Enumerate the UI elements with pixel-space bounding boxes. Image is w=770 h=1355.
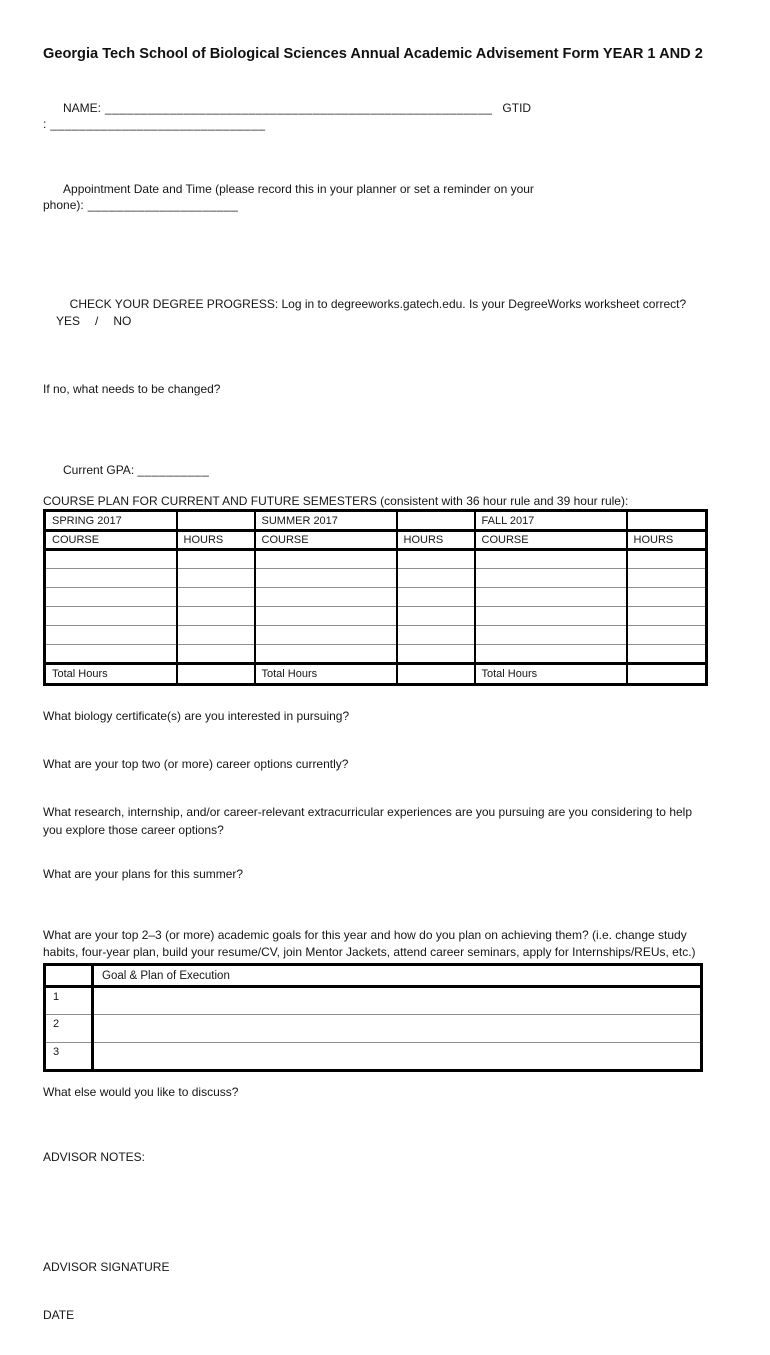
fall-hours-cell[interactable]: [627, 550, 707, 569]
question-academic-goals: What are your top 2–3 (or more) academic goals for this year and how do you plan on achieving them? (i.e. change study habits, four-year plan, build your resume/CV, join Mentor Jackets, attend career seminars, apply for Internships/REUs, etc.): [43, 928, 696, 959]
question-summer-plans: What are your plans for this summer?: [43, 867, 244, 881]
form-content: [43, 0, 705, 1355]
course-plan-heading: COURSE PLAN FOR CURRENT AND FUTURE SEMESTERS (consistent with 36 hour rule and 39 hour rule):: [43, 494, 629, 508]
summer-course-cell[interactable]: [255, 626, 397, 645]
summer-hours-cell[interactable]: [397, 550, 475, 569]
fall-course-cell[interactable]: [475, 569, 627, 588]
goal-entry-cell[interactable]: [93, 987, 702, 1015]
spring-hours-cell[interactable]: [177, 588, 255, 607]
fall-hours-cell[interactable]: [627, 645, 707, 664]
course-entry-row: [45, 550, 707, 569]
summer-total-value-cell[interactable]: [397, 664, 475, 685]
summer-total-label: Total Hours: [255, 664, 397, 685]
yes-option[interactable]: YES: [56, 314, 81, 328]
degree-progress-question-line: [43, 279, 705, 347]
course-plan-table: [43, 509, 708, 686]
semester-summer: SUMMER 2017: [255, 511, 397, 531]
goal-number: 3: [45, 1043, 93, 1071]
fall-course-cell[interactable]: [475, 588, 627, 607]
yes-no-separator: /: [95, 314, 99, 328]
fall-hours-cell[interactable]: [627, 569, 707, 588]
gpa-label: Current GPA:: [63, 463, 135, 477]
spring-course-cell[interactable]: [45, 645, 177, 664]
goals-header-label: Goal & Plan of Execution: [93, 965, 702, 987]
course-entry-row: [45, 569, 707, 588]
degree-progress-block: [43, 245, 705, 432]
gpa-field[interactable]: __________: [137, 463, 210, 477]
spring-hours-cell[interactable]: [177, 626, 255, 645]
goal-entry-cell[interactable]: [93, 1015, 702, 1043]
summer-hours-cell[interactable]: [397, 645, 475, 664]
goal-row: [45, 1043, 702, 1071]
semester-summer-spacer: [397, 511, 475, 531]
appointment-row: [43, 165, 705, 229]
spring-course-cell[interactable]: [45, 607, 177, 626]
spring-hours-cell[interactable]: [177, 645, 255, 664]
course-entry-row: [45, 607, 707, 626]
question-career-options: What are your top two (or more) career options currently?: [43, 757, 349, 771]
spring-course-cell[interactable]: [45, 626, 177, 645]
summer-hours-cell[interactable]: [397, 569, 475, 588]
gtid-field[interactable]: ______________________________: [50, 117, 266, 131]
semester-fall-spacer: [627, 511, 707, 531]
fall-hours-header: HOURS: [627, 531, 707, 550]
page-title: Georgia Tech School of Biological Sciences Annual Academic Advisement Form YEAR 1 AND 2: [43, 46, 703, 62]
summer-course-cell[interactable]: [255, 550, 397, 569]
fall-total-label: Total Hours: [475, 664, 627, 685]
goal-row: [45, 987, 702, 1015]
goal-row: [45, 1015, 702, 1043]
course-entry-row: [45, 588, 707, 607]
summer-course-cell[interactable]: [255, 607, 397, 626]
summer-hours-cell[interactable]: [397, 607, 475, 626]
goal-number: 2: [45, 1015, 93, 1043]
spring-hours-header: HOURS: [177, 531, 255, 550]
course-entry-row: [45, 645, 707, 664]
advisor-date-label: DATE: [43, 1308, 75, 1322]
fall-hours-cell[interactable]: [627, 588, 707, 607]
summer-course-cell[interactable]: [255, 569, 397, 588]
question-discuss: What else would you like to discuss?: [43, 1085, 239, 1099]
goals-table: [43, 963, 703, 1072]
semester-header-row: [45, 511, 707, 531]
fall-course-cell[interactable]: [475, 550, 627, 569]
appointment-field[interactable]: _____________________: [87, 198, 239, 212]
advisor-signature-label: ADVISOR SIGNATURE: [43, 1260, 170, 1274]
question-certificates: What biology certificate(s) are you interested in pursuing?: [43, 709, 350, 723]
goals-header-row: [45, 965, 702, 987]
degree-progress-question: CHECK YOUR DEGREE PROGRESS: Log in to degreeworks.gatech.edu. Is your DegreeWorks worksheet correct?: [69, 297, 687, 311]
question-experiences: What research, internship, and/or career-relevant extracurricular experiences are you pursuing are you considering to help you explore those career options?: [43, 805, 693, 837]
course-entry-row: [45, 626, 707, 645]
advisor-notes-label: ADVISOR NOTES:: [43, 1150, 146, 1164]
summer-hours-header: HOURS: [397, 531, 475, 550]
name-label: NAME:: [63, 101, 102, 115]
fall-course-header: COURSE: [475, 531, 627, 550]
fall-course-cell[interactable]: [475, 645, 627, 664]
summer-hours-cell[interactable]: [397, 626, 475, 645]
summer-hours-cell[interactable]: [397, 588, 475, 607]
summer-course-cell[interactable]: [255, 645, 397, 664]
course-hours-header-row: [45, 531, 707, 550]
name-gtid-row: [43, 84, 705, 148]
goal-number: 1: [45, 987, 93, 1015]
semester-fall: FALL 2017: [475, 511, 627, 531]
semester-spring: SPRING 2017: [45, 511, 177, 531]
spring-total-label: Total Hours: [45, 664, 177, 685]
fall-course-cell[interactable]: [475, 626, 627, 645]
spring-course-cell[interactable]: [45, 588, 177, 607]
gpa-row: [43, 446, 705, 494]
spring-course-cell[interactable]: [45, 550, 177, 569]
spring-hours-cell[interactable]: [177, 550, 255, 569]
summer-course-header: COURSE: [255, 531, 397, 550]
if-no-question: If no, what needs to be changed?: [43, 382, 221, 396]
goals-number-header-cell: [45, 965, 93, 987]
spring-total-value-cell[interactable]: [177, 664, 255, 685]
fall-hours-cell[interactable]: [627, 626, 707, 645]
name-field[interactable]: ______________________________________________________: [105, 101, 493, 115]
semester-spring-spacer: [177, 511, 255, 531]
total-hours-row: [45, 664, 707, 685]
fall-total-value-cell[interactable]: [627, 664, 707, 685]
goal-entry-cell[interactable]: [93, 1043, 702, 1071]
spring-course-cell[interactable]: [45, 569, 177, 588]
spring-hours-cell[interactable]: [177, 569, 255, 588]
appointment-label: Appointment Date and Time (please record this in your planner or set a reminder on your phone):: [43, 182, 538, 212]
advisor-signature-block: [43, 1227, 705, 1355]
fall-course-cell[interactable]: [475, 607, 627, 626]
gtid-label: GTID :: [43, 101, 535, 131]
spring-course-header: COURSE: [45, 531, 177, 550]
fall-hours-cell[interactable]: [627, 607, 707, 626]
summer-course-cell[interactable]: [255, 588, 397, 607]
no-option[interactable]: NO: [113, 314, 132, 328]
spring-hours-cell[interactable]: [177, 607, 255, 626]
